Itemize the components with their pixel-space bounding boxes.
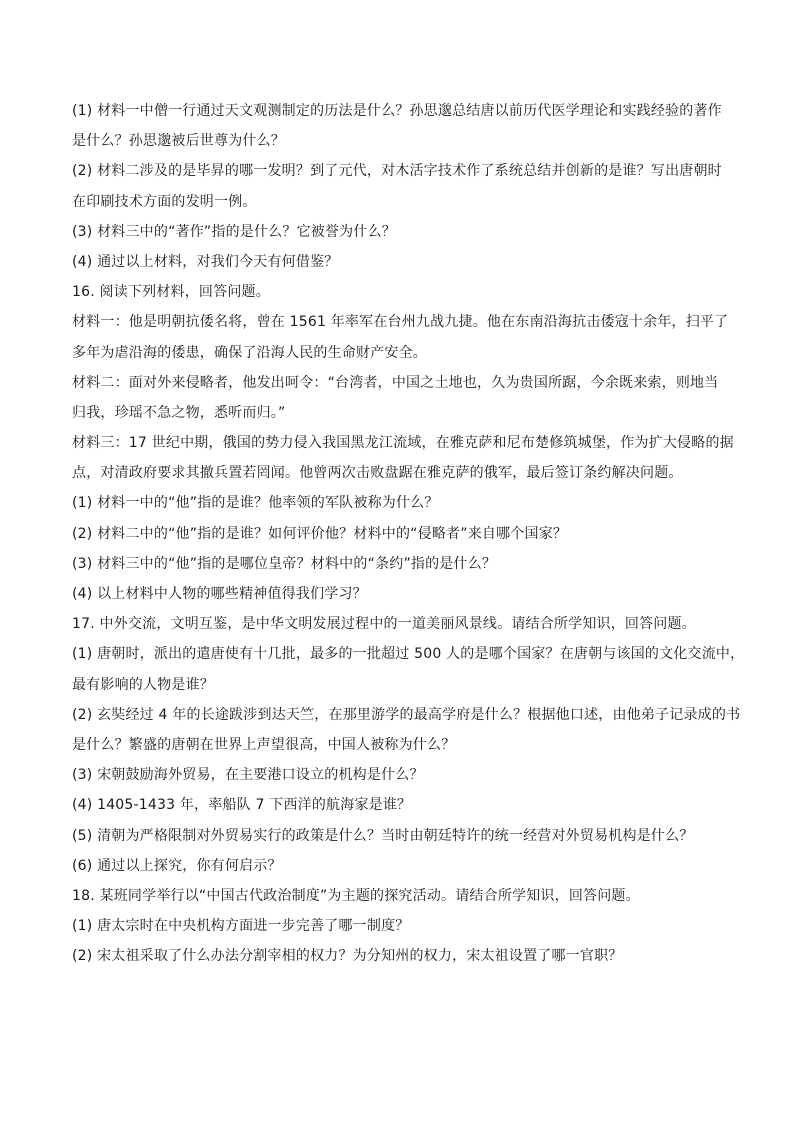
text-line: (2) 玄奘经过 4 年的长途跋涉到达天竺，在那里游学的最高学府是什么？根据他口述，由他弟子记录成的书 [72,706,741,723]
text-line: (6) 通过以上探究，你有何启示？ [72,857,282,874]
text-line: (1) 唐朝时，派出的遣唐使有十几批，最多的一批超过 500 人的是哪个国家？在唐朝与该国的文化交流中， [72,646,745,663]
text-line: 材料三：17 世纪中期，俄国的势力侵入我国黑龙江流域，在雅克萨和尼布楚修筑城堡，作为扩大侵略的据 [72,435,734,452]
text-line: (2) 宋太祖采取了什么办法分割宰相的权力？为分知州的权力，宋太祖设置了哪一官职？ [72,948,623,965]
text-line: 材料二：面对外来侵略者，他发出呵令：“台湾者，中国之土地也，久为贵国所踞，今余既来索，则地当 [72,374,719,391]
text-line: 是什么？繁盛的唐朝在世界上声望很高，中国人被称为什么？ [72,736,456,753]
text-line: (4) 以上材料中人物的哪些精神值得我们学习？ [72,586,367,602]
text-line: (3) 材料三中的“著作”指的是什么？它被誉为什么？ [72,223,396,240]
text-line: 是什么？孙思邈被后世尊为什么？ [72,133,285,150]
text-line: 16. 阅读下列材料，回答问题。 [72,284,270,301]
text-line: 在印刷技术方面的发明一例。 [72,193,257,210]
text-line: 多年为虐沿海的倭患，确保了沿海人民的生命财产安全。 [72,344,427,361]
text-line: (5) 清朝为严格限制对外贸易实行的政策是什么？当时由朝廷特许的统一经营对外贸易机构是什么？ [72,827,694,844]
text-line: 点，对清政府要求其撤兵置若罔闻。他曾两次击败盘踞在雅克萨的俄军，最后签订条约解决问题。 [72,465,683,482]
text-line: 最有影响的人物是谁？ [72,676,214,693]
text-line: (2) 材料二涉及的是毕昇的哪一发明？到了元代，对木活字技术作了系统总结并创新的是谁？写出唐朝时 [72,163,722,180]
text-line: (2) 材料二中的“他”指的是谁？如何评价他？材料中的“侵略者”来自哪个国家？ [72,525,568,542]
text-line: 归我，珍瑶不急之物，悉听而归。” [72,404,286,421]
text-line: (1) 唐太宗时在中央机构方面进一步完善了哪一制度？ [72,918,410,935]
text-line: 材料一：他是明朝抗倭名将，曾在 1561 年率军在台州九战九捷。他在东南沿海抗击倭寇十余年，扫平了 [72,314,729,331]
text-line: (4) 通过以上材料，对我们今天有何借鉴？ [72,253,339,270]
text-line: (1) 材料一中僧一行通过天文观测制定的历法是什么？孙思邈总结唐以前历代医学理论和实践经验的著作 [72,103,722,119]
document-body [72,96,745,971]
text-line: (3) 宋朝鼓励海外贸易，在主要港口设立的机构是什么？ [72,767,424,784]
text-line: 18. 某班同学举行以“中国古代政治制度”为主题的探究活动。请结合所学知识，回答问题。 [72,887,640,904]
text-line: (3) 材料三中的“他”指的是哪位皇帝？材料中的“条约”指的是什么？ [72,555,497,572]
text-line: (1) 材料一中的“他”指的是谁？他率领的军队被称为什么？ [72,495,439,512]
text-line: 17. 中外交流，文明互鉴，是中华文明发展过程中的一道美丽风景线。请结合所学知识，回答问题。 [72,616,696,633]
text-line: (4) 1405-1433 年，率船队 7 下西洋的航海家是谁？ [72,797,412,814]
